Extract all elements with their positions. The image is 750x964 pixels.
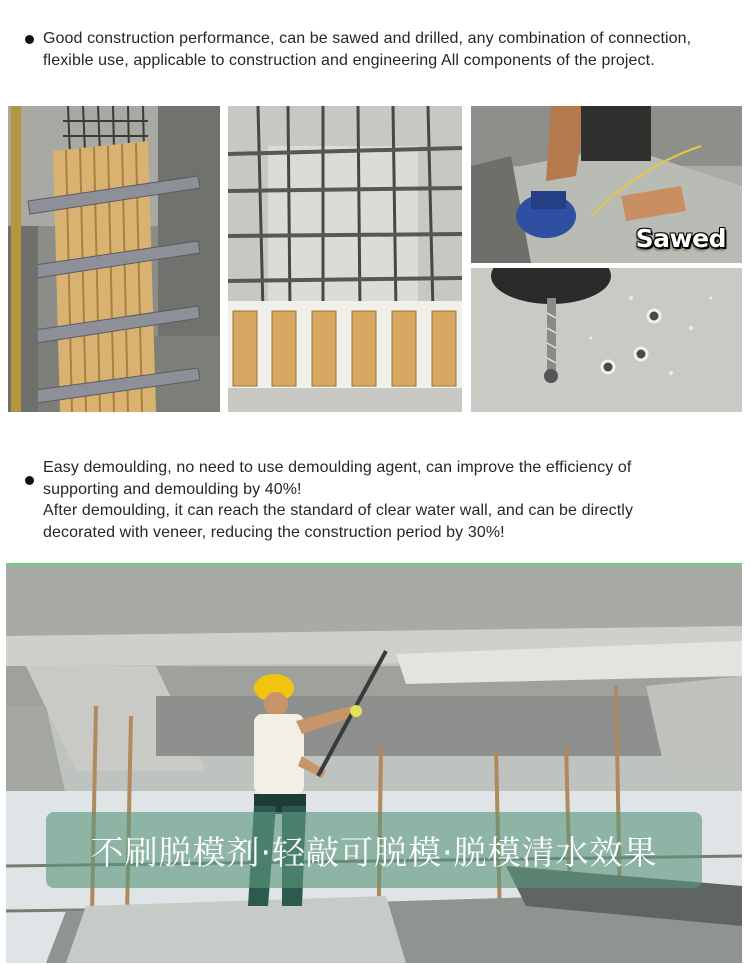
photo-sawing (471, 106, 742, 263)
feature-bullet-1 (24, 28, 744, 74)
photo-rebar-formwork (228, 106, 462, 412)
demoulding-banner (46, 812, 702, 888)
feature-text-2-line-2: supporting and demoulding by 40%! (43, 480, 302, 498)
photo-column-formwork (8, 106, 220, 412)
feature-text-2-line-3: After demoulding, it can reach the standard of clear water wall, and can be directly (43, 502, 634, 519)
feature-bullet-2 (24, 457, 744, 545)
feature-text-2 (43, 457, 744, 543)
feature-text-2-line-4: decorated with veneer, reducing the construction period by 30%! (43, 523, 505, 541)
photo-drilling (471, 268, 742, 412)
sawed-label: Sawed (635, 224, 726, 253)
demoulding-banner-text: 不刷脱模剂·轻敲可脱模·脱模清水效果 (90, 832, 658, 872)
feature-text-1 (43, 28, 744, 71)
feature-text-1-line-2: flexible use, applicable to construction and engineering All components of the project. (43, 51, 655, 69)
bullet-dot (25, 35, 34, 44)
feature-text-2-line-1: Easy demoulding, no need to use demoulding agent, can improve the efficiency of (43, 459, 632, 476)
bullet-dot (25, 476, 34, 485)
feature-text-1-line-1: Good construction performance, can be sawed and drilled, any combination of connection, (43, 30, 692, 47)
photo-demoulding-worker (6, 563, 742, 963)
